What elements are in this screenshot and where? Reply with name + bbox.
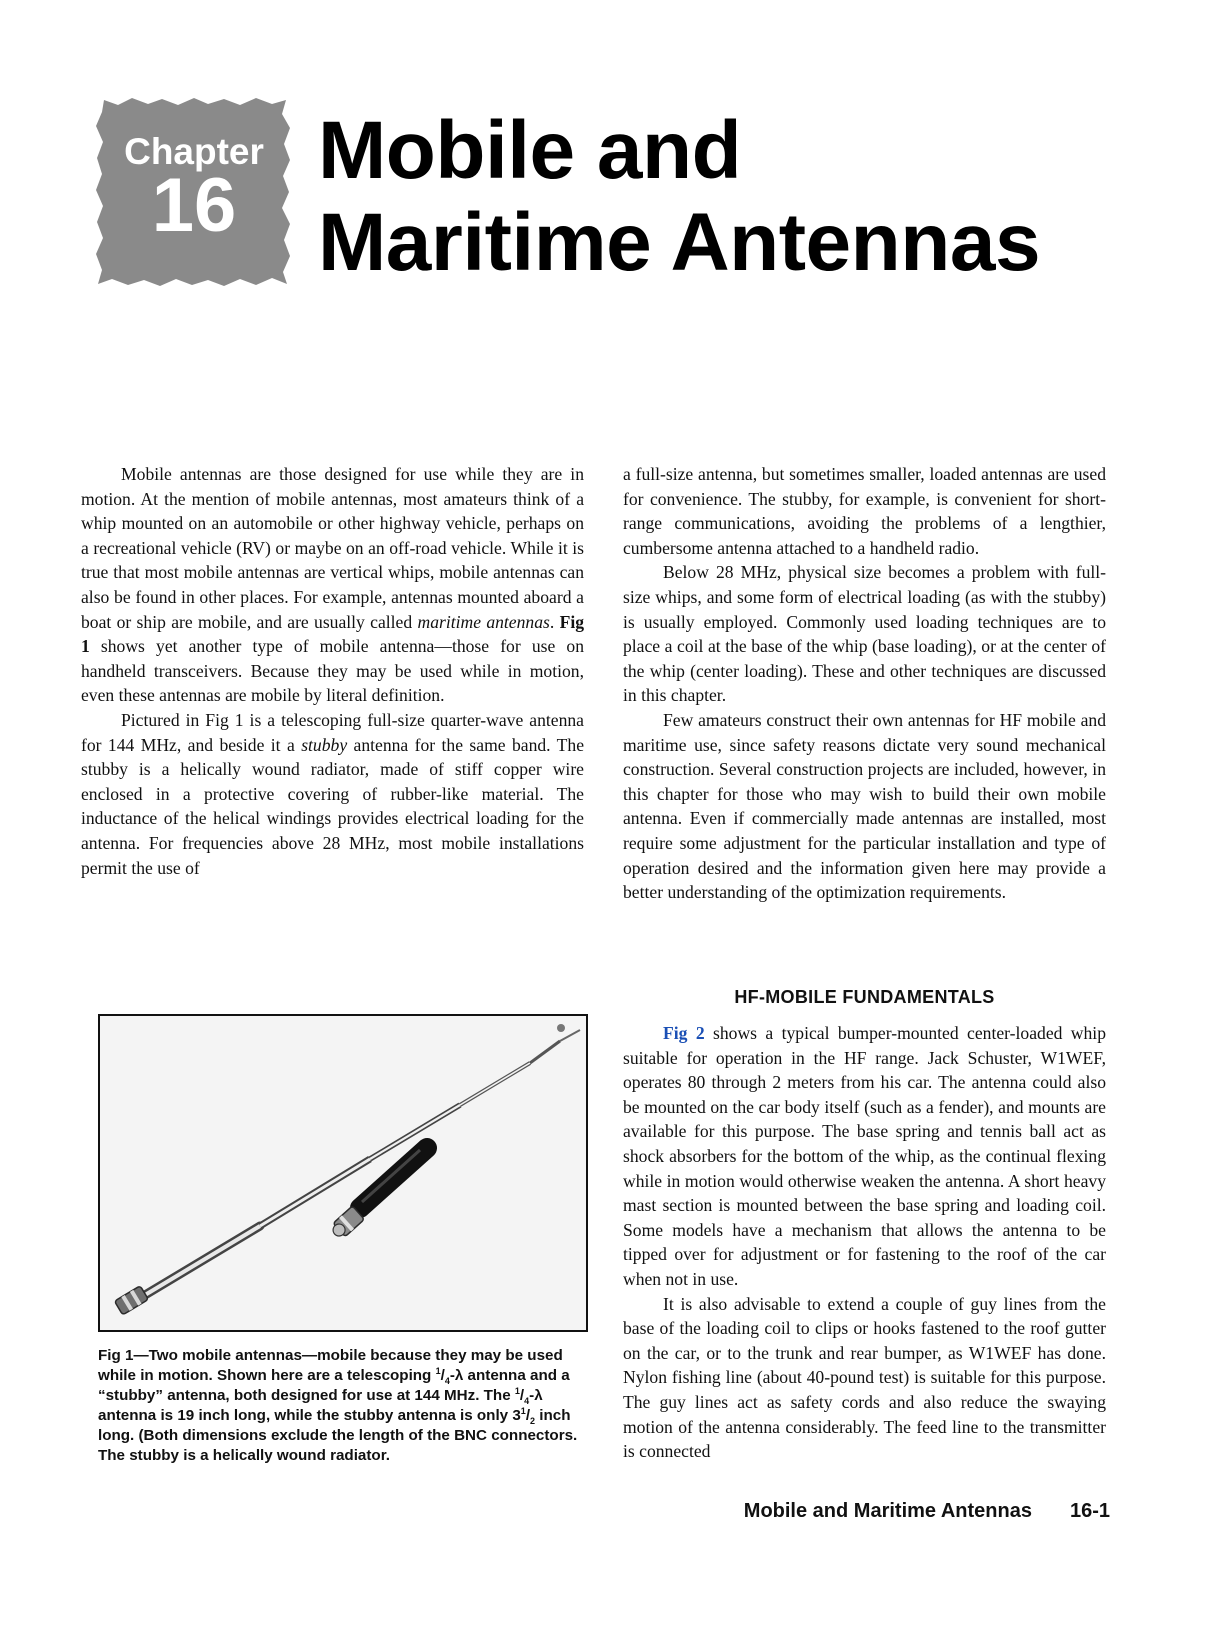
paragraph: Pictured in Fig 1 is a telescoping full-size quarter-wave antenna for 144 MHz, and beside it a stubby antenna for the same band. The stubby is a helically wound radiator, made of stiff copper wire enclosed in a protective covering of rubber-like material. The inductance of the helical windings provides electrical loading for the antenna. For frequencies above 28 MHz, most mobile installations permit the use of xyxy=(81,709,585,878)
right-column-bottom xyxy=(623,1021,1106,1464)
chapter-title xyxy=(318,105,1198,289)
antenna-photo-illustration xyxy=(100,1016,588,1332)
fig-1-reference: Fig 1 xyxy=(81,611,585,657)
chapter-title-line-2: Maritime Antennas xyxy=(318,197,1041,288)
paragraph: It is also advisable to extend a couple of guy lines from the base of the loading coil to clips or hooks fastened to the roof gutter on the car, or to the trunk and rear bumper, as W1WEF has done. Nylon fishing line (about 40-pound test) is suitable for this purpose. The guy lines act as safety cords and also reduce the swaying motion of the antenna considerably. The feed line to the transmitter is connected xyxy=(623,1293,1106,1462)
chapter-number: 16 xyxy=(151,163,237,248)
right-column-top xyxy=(623,462,1106,905)
fig-2-link[interactable]: Fig 2 xyxy=(663,1023,705,1043)
paragraph: a full-size antenna, but sometimes smaller, loaded antennas are used for convenience. The stubby, for example, is convenient for short-range communications, avoiding the problems of a lengthier, cumbersome antenna attached to a handheld radio. xyxy=(623,464,1106,558)
section-heading: HF-MOBILE FUNDAMENTALS xyxy=(734,987,995,1007)
running-title: Mobile and Maritime Antennas xyxy=(743,1500,1032,1522)
paragraph: Below 28 MHz, physical size becomes a problem with full-size whips, and some form of electrical loading (as with the stubby) is usually employed. Commonly used loading techniques are to place a coil at the base of the whip (base loading), or at the center of the whip (center loading). These and other techniques are discussed in this chapter. xyxy=(623,562,1106,706)
chapter-title-line-1: Mobile and xyxy=(318,105,742,196)
paragraph: Few amateurs construct their own antennas for HF mobile and maritime use, since safety reasons dictate very sound mechanical construction. Several construction projects are included, however, in this chapter for those who may wish to build their own mobile antenna. Even if commercially made antennas are installed, most require some adjustment for the particular installation and type of operation desired and the information given here may provide a better understanding of the optimization requirements. xyxy=(623,709,1106,903)
page-footer xyxy=(680,1500,1110,1523)
page-number: 16-1 xyxy=(1069,1500,1110,1522)
figure-1-photo xyxy=(98,1014,588,1332)
paragraph: Fig 2 shows a typical bumper-mounted center-loaded whip suitable for operation in the HF range. Jack Schuster, W1WEF, operates 80 through 2 meters from his car. The antenna could also be mounted on the car body itself (such as a fender), and mounts are available for this purpose. The base spring and tennis ball act as shock absorbers for the bottom of the whip, as the continual flexing while in motion would otherwise weaken the antenna. A short heavy mast section is mounted between the base spring and loading coil. Some models have a mechanism that allows the antenna to be tipped over for adjustment or for fastening to the roof of the car when not in use. xyxy=(623,1023,1106,1289)
chapter-label: Chapter xyxy=(124,131,264,172)
figure-1-caption: Fig 1—Two mobile antennas—mobile because they may be used while in motion. Shown here are a telescoping $^1/_4-\lambda$ antenna and a “stubby” antenna, both designed for use at 144 MHz. The $^1/_4-\lambda$ antenna is 19 inch long, while the stubby antenna is only $3^1/_2$ inch long. (Both dimensions exclude the length of the BNC connectors. The stubby is a helically wound radiator. xyxy=(98,1347,578,1464)
left-column xyxy=(81,462,584,880)
chapter-badge xyxy=(96,96,292,286)
paragraph: Mobile antennas are those designed for use while they are in motion. At the mention of mobile antennas, most amateurs think of a whip mounted on an automobile or other highway vehicle, perhaps on a recreational vehicle (RV) or maybe on an off-road vehicle. While it is true that most mobile antennas are vertical whips, mobile antennas can also be found in other places. For example, antennas mounted aboard a boat or ship are mobile, and are usually called maritime antennas. Fig 1 shows yet another type of mobile antenna—those for use on handheld transceivers. Because they may be used while in motion, even these antennas are mobile by literal definition. xyxy=(81,464,585,706)
